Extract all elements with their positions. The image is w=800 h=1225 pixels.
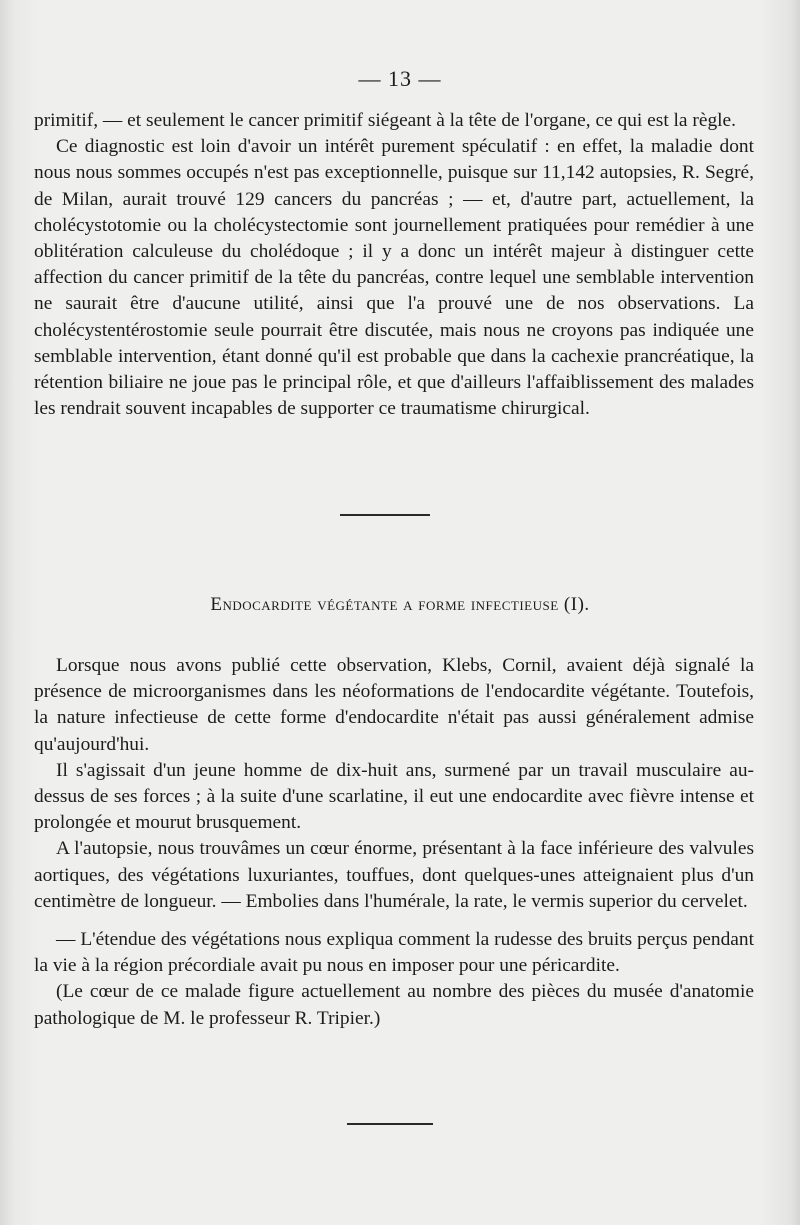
section-divider bbox=[340, 514, 430, 516]
end-divider bbox=[347, 1123, 433, 1125]
paragraph-diagnosis: Ce diagnostic est loin d'avoir un intérêt purement spéculatif : en effet, la maladie dont nous nous sommes occupés n'est pas exceptionnelle, puisque sur 11,142 autopsies, R. Segré, de Milan, aurait trouvé 129 cancers du pancréas ; — et, d'autre part, actuellement, la cholécystotomie ou la cholécystectomie sont journellement pratiquées pour remédier à une oblitération calculeuse du cholédoque ; il y a donc un intérêt majeur à distinguer cette affection du cancer primitif de la tête du pancréas, contre lequel une semblable intervention ne saurait être d'aucune utilité, ainsi que l'a prouvé une de nos observations. La cholécystentérostomie seule pourrait être discutée, mais nous ne croyons pas indiquée une semblable intervention, étant donné qu'il est probable que dans la cachexie prancréatique, la rétention biliaire ne joue pas le principal rôle, et que d'ailleurs l'affaiblissement des malades les rendrait souvent incapables de supporter ce traumatisme chirurgical. bbox=[34, 136, 754, 420]
paragraph-gap bbox=[34, 915, 754, 927]
paragraph-patient: Il s'agissait d'un jeune homme de dix-huit ans, surmené par un travail musculaire au-dessus de ses forces ; à la suite d'une scarlatine, il eut une endocardite avec fièvre intense et prolongée et mourut brusquement. bbox=[34, 759, 754, 834]
paragraph-vegetations: — L'étendue des végétations nous expliqua comment la rudesse des bruits perçus pendant la vie à la région précordiale avait pu nous en imposer pour une péricardite. bbox=[34, 929, 754, 977]
section-heading bbox=[0, 594, 800, 616]
page-number: — 13 — bbox=[358, 66, 442, 91]
paragraph-museum-note: (Le cœur de ce malade figure actuellement au nombre des pièces du musée d'anatomie pathologique de M. le professeur R. Tripier.) bbox=[34, 981, 754, 1029]
paragraph-publication: Lorsque nous avons publié cette observation, Klebs, Cornil, avaient déjà signalé la présence de microorganismes dans les néoformations de l'endocardite végétante. Toutefois, la nature infectieuse de cette forme d'endocardite n'était pas aussi généralement admise qu'aujourd'hui. bbox=[34, 655, 754, 755]
intro-text bbox=[34, 108, 754, 422]
footnote-reference: (I). bbox=[563, 594, 590, 615]
section-title: Endocardite végétante a forme infectieuse bbox=[210, 594, 559, 615]
paragraph-autopsy: A l'autopsie, nous trouvâmes un cœur énorme, présentant à la face inférieure des valvules aortiques, des végétations luxuriantes, touffues, dont quelques-unes atteignaient plus d'un centimètre de longueur. — Embolies dans l'humérale, la rate, le vermis superior du cervelet. bbox=[34, 838, 754, 912]
paragraph-continuation: primitif, — et seulement le cancer primitif siégeant à la tête de l'organe, ce qui est la règle. bbox=[34, 110, 736, 131]
section-text bbox=[34, 653, 754, 1032]
